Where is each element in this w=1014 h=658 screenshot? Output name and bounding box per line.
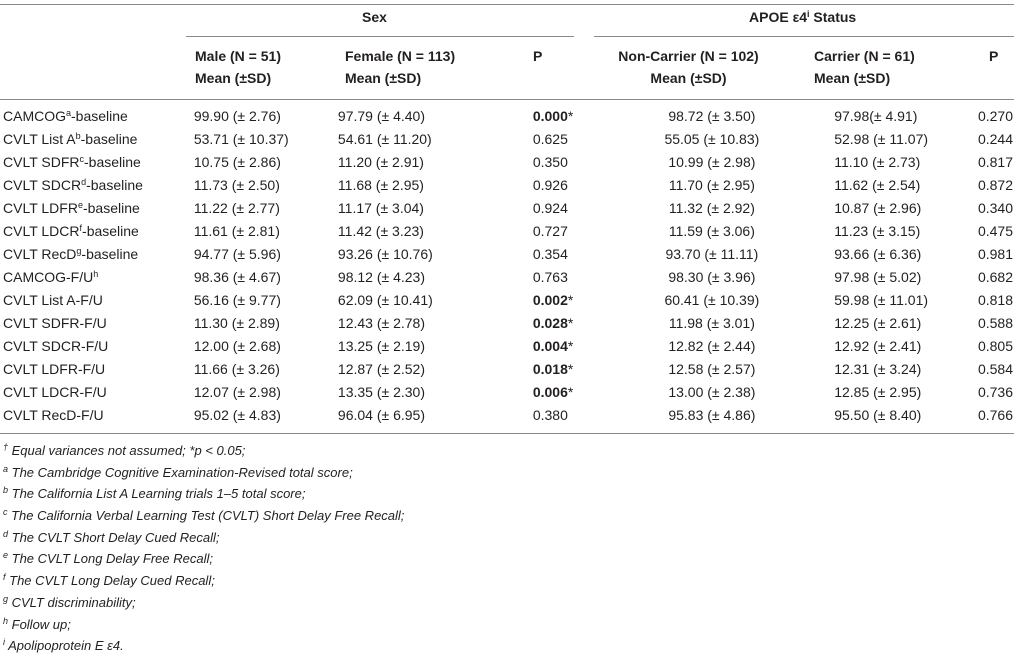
carrier-mean-cell: 93.66 (± 6.36) <box>834 245 922 262</box>
table-top-rule <box>0 4 1014 5</box>
male-header-line2: Mean (±SD) <box>195 70 272 86</box>
female-mean-cell: 11.68 (± 2.95) <box>337 176 424 193</box>
apoe-group-rule <box>594 36 1014 37</box>
noncarrier-mean-cell: 98.30 (± 3.96) <box>668 268 756 285</box>
group-header-apoe <box>749 9 856 25</box>
p-apoe-cell: 0.340 <box>977 199 1013 216</box>
footnote <box>3 614 404 636</box>
male-mean-cell: 11.66 (± 3.26) <box>193 360 280 377</box>
carrier-mean-cell: 12.92 (± 2.41) <box>834 337 922 354</box>
noncarrier-mean-cell: 60.41 (± 10.39) <box>664 291 760 308</box>
row-label-text: CVLT SDFR-F/U <box>3 314 107 331</box>
carrier-header-line2: Mean (±SD) <box>814 70 891 86</box>
p-apoe-cell: 0.818 <box>977 291 1013 308</box>
row-label-sup: a <box>66 107 72 118</box>
footnote <box>3 440 404 462</box>
p-sex-cell <box>489 242 616 265</box>
row-label <box>0 380 184 403</box>
row-label-text: CVLT List A-F/U <box>3 291 103 308</box>
footnote <box>3 483 404 505</box>
footnote-text: The CVLT Long Delay Free Recall; <box>8 551 213 567</box>
male-mean-cell: 11.61 (± 2.81) <box>193 222 280 239</box>
p-sex-value: 0.018 <box>532 360 568 377</box>
footnote <box>3 548 404 570</box>
carrier-mean-cell: 12.31 (± 3.24) <box>834 360 922 377</box>
table-row <box>0 403 1014 426</box>
footnote-text: The California Verbal Learning Test (CVLT) Short Delay Free Recall; <box>7 508 405 524</box>
footnote <box>3 592 404 614</box>
female-mean-cell: 13.25 (± 2.19) <box>337 337 425 354</box>
row-label-text: CVLT RecD-F/U <box>3 406 104 423</box>
p-sex-header: P <box>533 48 543 64</box>
footnote-text: The Cambridge Cognitive Examination-Revised total score; <box>8 464 353 480</box>
carrier-header-line1: Carrier (N = 61) <box>814 48 915 64</box>
female-mean-cell: 93.26 (± 10.76) <box>337 245 433 262</box>
row-label-text: CVLT SDFR <box>3 153 80 170</box>
footnote-text: Equal variances not assumed; *p < 0.05; <box>8 443 246 458</box>
row-label-suffix: -baseline <box>81 245 139 262</box>
male-header-line1: Male (N = 51) <box>195 48 281 64</box>
footnote-mark: g <box>3 593 9 604</box>
p-sex-cell <box>489 380 616 403</box>
p-apoe-cell: 0.766 <box>977 406 1013 423</box>
footnote <box>3 527 404 549</box>
p-sex-value: 0.002 <box>532 291 568 308</box>
results-table-body <box>0 104 1014 426</box>
row-label-sup: f <box>79 222 83 233</box>
footnote-text: CVLT discriminability; <box>8 594 136 610</box>
col-header-p-sex <box>533 45 542 67</box>
row-label-text: CVLT RecD <box>3 245 77 262</box>
male-mean-cell: 10.75 (± 2.86) <box>193 153 281 170</box>
footnote-mark: b <box>3 485 9 496</box>
row-label-text: CVLT LDFR-F/U <box>3 360 106 377</box>
noncarrier-mean-cell: 10.99 (± 2.98) <box>668 153 756 170</box>
p-sex-value: 0.763 <box>532 268 568 285</box>
row-label-text: CVLT SDCR-F/U <box>3 337 109 354</box>
p-apoe-header: P <box>989 48 999 64</box>
apoe-sup: i <box>807 9 810 19</box>
p-sex-value: 0.004 <box>532 337 568 354</box>
table-row <box>0 357 1014 380</box>
female-mean-cell: 62.09 (± 10.41) <box>337 291 433 308</box>
male-mean-cell: 11.30 (± 2.89) <box>193 314 280 331</box>
row-label-text: CAMCOG <box>3 107 66 124</box>
p-sex-cell <box>489 104 616 127</box>
carrier-mean-cell: 95.50 (± 8.40) <box>834 406 922 423</box>
footnote-mark: † <box>3 442 9 452</box>
row-label <box>0 127 184 150</box>
female-mean-cell: 11.17 (± 3.04) <box>337 199 424 216</box>
p-sex-cell <box>489 265 616 288</box>
female-header-line1: Female (N = 113) <box>345 48 456 64</box>
significance-marker: * <box>567 383 574 400</box>
carrier-mean-cell: 97.98(± 4.91) <box>834 107 918 124</box>
male-mean-cell: 53.71 (± 10.37) <box>193 130 289 147</box>
table-row <box>0 150 1014 173</box>
col-header-p-apoe <box>989 45 998 67</box>
noncarrier-mean-cell: 93.70 (± 11.11) <box>665 245 759 262</box>
noncarrier-header-line1: Non-Carrier (N = 102) <box>618 48 759 64</box>
table-row <box>0 288 1014 311</box>
carrier-mean-cell: 11.62 (± 2.54) <box>834 176 921 193</box>
row-label-text: CVLT LDCR <box>3 222 80 239</box>
row-label-suffix: -baseline <box>84 153 141 170</box>
row-label-text: CAMCOG-F/U <box>3 268 94 285</box>
footnote-mark: d <box>3 528 9 539</box>
noncarrier-mean-cell: 11.98 (± 3.01) <box>668 314 755 331</box>
col-header-male <box>195 45 281 89</box>
p-sex-cell <box>489 196 616 219</box>
table-row <box>0 196 1014 219</box>
footnote-text: The CVLT Short Delay Cued Recall; <box>8 529 220 545</box>
row-label-text: CVLT SDCR <box>3 176 82 193</box>
footnote <box>3 462 404 484</box>
p-sex-value: 0.380 <box>532 406 568 423</box>
row-label <box>0 334 184 357</box>
p-sex-cell <box>489 403 616 426</box>
row-label-sup: e <box>77 199 83 210</box>
p-sex-value: 0.028 <box>532 314 568 331</box>
p-sex-value: 0.727 <box>532 222 568 239</box>
row-label <box>0 104 184 127</box>
noncarrier-mean-cell: 11.59 (± 3.06) <box>668 222 755 239</box>
table-row <box>0 265 1014 288</box>
significance-marker: * <box>567 360 574 377</box>
p-sex-cell <box>489 219 616 242</box>
male-mean-cell: 98.36 (± 4.67) <box>193 268 281 285</box>
noncarrier-mean-cell: 12.82 (± 2.44) <box>668 337 756 354</box>
row-label <box>0 173 184 196</box>
row-label-suffix: -baseline <box>80 130 138 147</box>
carrier-mean-cell: 12.25 (± 2.61) <box>834 314 922 331</box>
female-mean-cell: 12.87 (± 2.52) <box>337 360 425 377</box>
female-mean-cell: 54.61 (± 11.20) <box>337 130 432 147</box>
p-sex-value: 0.924 <box>532 199 568 216</box>
significance-marker: * <box>567 107 574 124</box>
row-label-sup: g <box>76 245 82 256</box>
table-bottom-rule <box>0 433 1014 434</box>
male-mean-cell: 11.22 (± 2.77) <box>193 199 280 216</box>
row-label-suffix: -baseline <box>82 222 139 239</box>
footnote <box>3 570 404 592</box>
row-label <box>0 219 184 242</box>
row-label-sup: d <box>81 176 87 187</box>
female-mean-cell: 11.42 (± 3.23) <box>337 222 424 239</box>
footnote-mark: i <box>3 637 5 648</box>
table-row <box>0 242 1014 265</box>
table-row <box>0 104 1014 127</box>
results-table <box>0 104 1014 426</box>
female-header-line2: Mean (±SD) <box>345 70 422 86</box>
footnote-mark: c <box>3 507 8 518</box>
row-label <box>0 288 184 311</box>
significance-marker: * <box>567 291 574 308</box>
row-label-sup: b <box>75 130 81 141</box>
p-apoe-cell: 0.270 <box>977 107 1013 124</box>
noncarrier-mean-cell: 95.83 (± 4.86) <box>668 406 756 423</box>
footnote-mark: f <box>3 572 6 583</box>
p-sex-value: 0.350 <box>532 153 568 170</box>
footnotes <box>3 440 404 657</box>
p-apoe-cell: 0.872 <box>977 176 1013 193</box>
carrier-mean-cell: 97.98 (± 5.02) <box>834 268 922 285</box>
row-label <box>0 311 184 334</box>
p-sex-cell <box>489 357 616 380</box>
p-sex-value: 0.926 <box>532 176 568 193</box>
table-row <box>0 311 1014 334</box>
footnote-text: The California List A Learning trials 1–5 total score; <box>8 486 306 502</box>
footnote-mark: e <box>3 550 9 561</box>
p-sex-value: 0.354 <box>532 245 568 262</box>
female-mean-cell: 97.79 (± 4.40) <box>337 107 425 124</box>
sex-group-rule <box>186 36 574 37</box>
row-label-sup: c <box>79 153 84 164</box>
footnote-mark: a <box>3 463 9 474</box>
noncarrier-mean-cell: 55.05 (± 10.83) <box>664 130 760 147</box>
p-sex-value: 0.006 <box>532 383 568 400</box>
apoe-suffix: Status <box>809 9 857 25</box>
table-row <box>0 173 1014 196</box>
footnote-mark: h <box>3 615 9 626</box>
male-mean-cell: 12.00 (± 2.68) <box>193 337 281 354</box>
female-mean-cell: 13.35 (± 2.30) <box>337 383 425 400</box>
significance-marker: * <box>567 314 574 331</box>
noncarrier-header-line2: Mean (±SD) <box>650 70 727 86</box>
p-apoe-cell: 0.475 <box>977 222 1013 239</box>
col-header-female <box>345 45 455 89</box>
row-label <box>0 242 184 265</box>
row-label-text: CVLT List A <box>3 130 76 147</box>
male-mean-cell: 12.07 (± 2.98) <box>193 383 281 400</box>
noncarrier-mean-cell: 13.00 (± 2.38) <box>668 383 756 400</box>
table-row <box>0 334 1014 357</box>
male-mean-cell: 11.73 (± 2.50) <box>193 176 280 193</box>
p-sex-cell <box>489 288 616 311</box>
row-label-sup: h <box>93 268 99 279</box>
footnote-text: Apolipoprotein E ε4. <box>5 638 124 654</box>
header-bottom-rule <box>0 99 1014 100</box>
p-sex-cell <box>489 334 616 357</box>
carrier-mean-cell: 11.23 (± 3.15) <box>834 222 921 239</box>
p-sex-cell <box>489 150 616 173</box>
carrier-mean-cell: 11.10 (± 2.73) <box>834 153 921 170</box>
p-apoe-cell: 0.244 <box>977 130 1013 147</box>
male-mean-cell: 95.02 (± 4.83) <box>193 406 281 423</box>
significance-marker: * <box>567 337 574 354</box>
table-row <box>0 380 1014 403</box>
male-mean-cell: 56.16 (± 9.77) <box>193 291 281 308</box>
noncarrier-mean-cell: 12.58 (± 2.57) <box>668 360 756 377</box>
female-mean-cell: 96.04 (± 6.95) <box>337 406 425 423</box>
row-label <box>0 150 184 173</box>
footnote <box>3 505 404 527</box>
p-apoe-cell: 0.981 <box>977 245 1013 262</box>
row-label-text: CVLT LDCR-F/U <box>3 383 107 400</box>
row-label-suffix: -baseline <box>71 107 128 124</box>
p-apoe-cell: 0.584 <box>977 360 1013 377</box>
row-label <box>0 196 184 219</box>
row-label <box>0 357 184 380</box>
p-apoe-cell: 0.588 <box>977 314 1013 331</box>
footnote <box>3 635 404 657</box>
p-sex-value: 0.625 <box>532 130 568 147</box>
male-mean-cell: 94.77 (± 5.96) <box>193 245 281 262</box>
col-header-carrier <box>814 45 915 89</box>
table-row <box>0 219 1014 242</box>
p-sex-value: 0.000 <box>532 107 568 124</box>
carrier-mean-cell: 10.87 (± 2.96) <box>834 199 922 216</box>
footnote-text: Follow up; <box>8 616 71 632</box>
row-label <box>0 403 184 426</box>
apoe-prefix: APOE ε4 <box>749 9 807 25</box>
noncarrier-mean-cell: 11.32 (± 2.92) <box>668 199 755 216</box>
row-label <box>0 265 184 288</box>
p-apoe-cell: 0.682 <box>977 268 1013 285</box>
male-mean-cell: 99.90 (± 2.76) <box>193 107 281 124</box>
p-apoe-cell: 0.805 <box>977 337 1013 354</box>
female-mean-cell: 11.20 (± 2.91) <box>337 153 424 170</box>
row-label-suffix: -baseline <box>82 199 140 216</box>
row-label-text: CVLT LDFR <box>3 199 78 216</box>
carrier-mean-cell: 59.98 (± 11.01) <box>834 291 929 308</box>
noncarrier-mean-cell: 98.72 (± 3.50) <box>668 107 756 124</box>
footnote-text: The CVLT Long Delay Cued Recall; <box>5 573 215 589</box>
col-header-noncarrier <box>612 45 765 89</box>
p-apoe-cell: 0.736 <box>977 383 1013 400</box>
noncarrier-mean-cell: 11.70 (± 2.95) <box>668 176 755 193</box>
p-sex-cell <box>489 311 616 334</box>
female-mean-cell: 12.43 (± 2.78) <box>337 314 425 331</box>
p-sex-cell <box>489 173 616 196</box>
carrier-mean-cell: 12.85 (± 2.95) <box>834 383 922 400</box>
p-sex-cell <box>489 127 616 150</box>
group-header-sex: Sex <box>362 9 387 25</box>
carrier-mean-cell: 52.98 (± 11.07) <box>834 130 929 147</box>
p-apoe-cell: 0.817 <box>977 153 1013 170</box>
row-label-suffix: -baseline <box>86 176 143 193</box>
female-mean-cell: 98.12 (± 4.23) <box>337 268 425 285</box>
table-row <box>0 127 1014 150</box>
